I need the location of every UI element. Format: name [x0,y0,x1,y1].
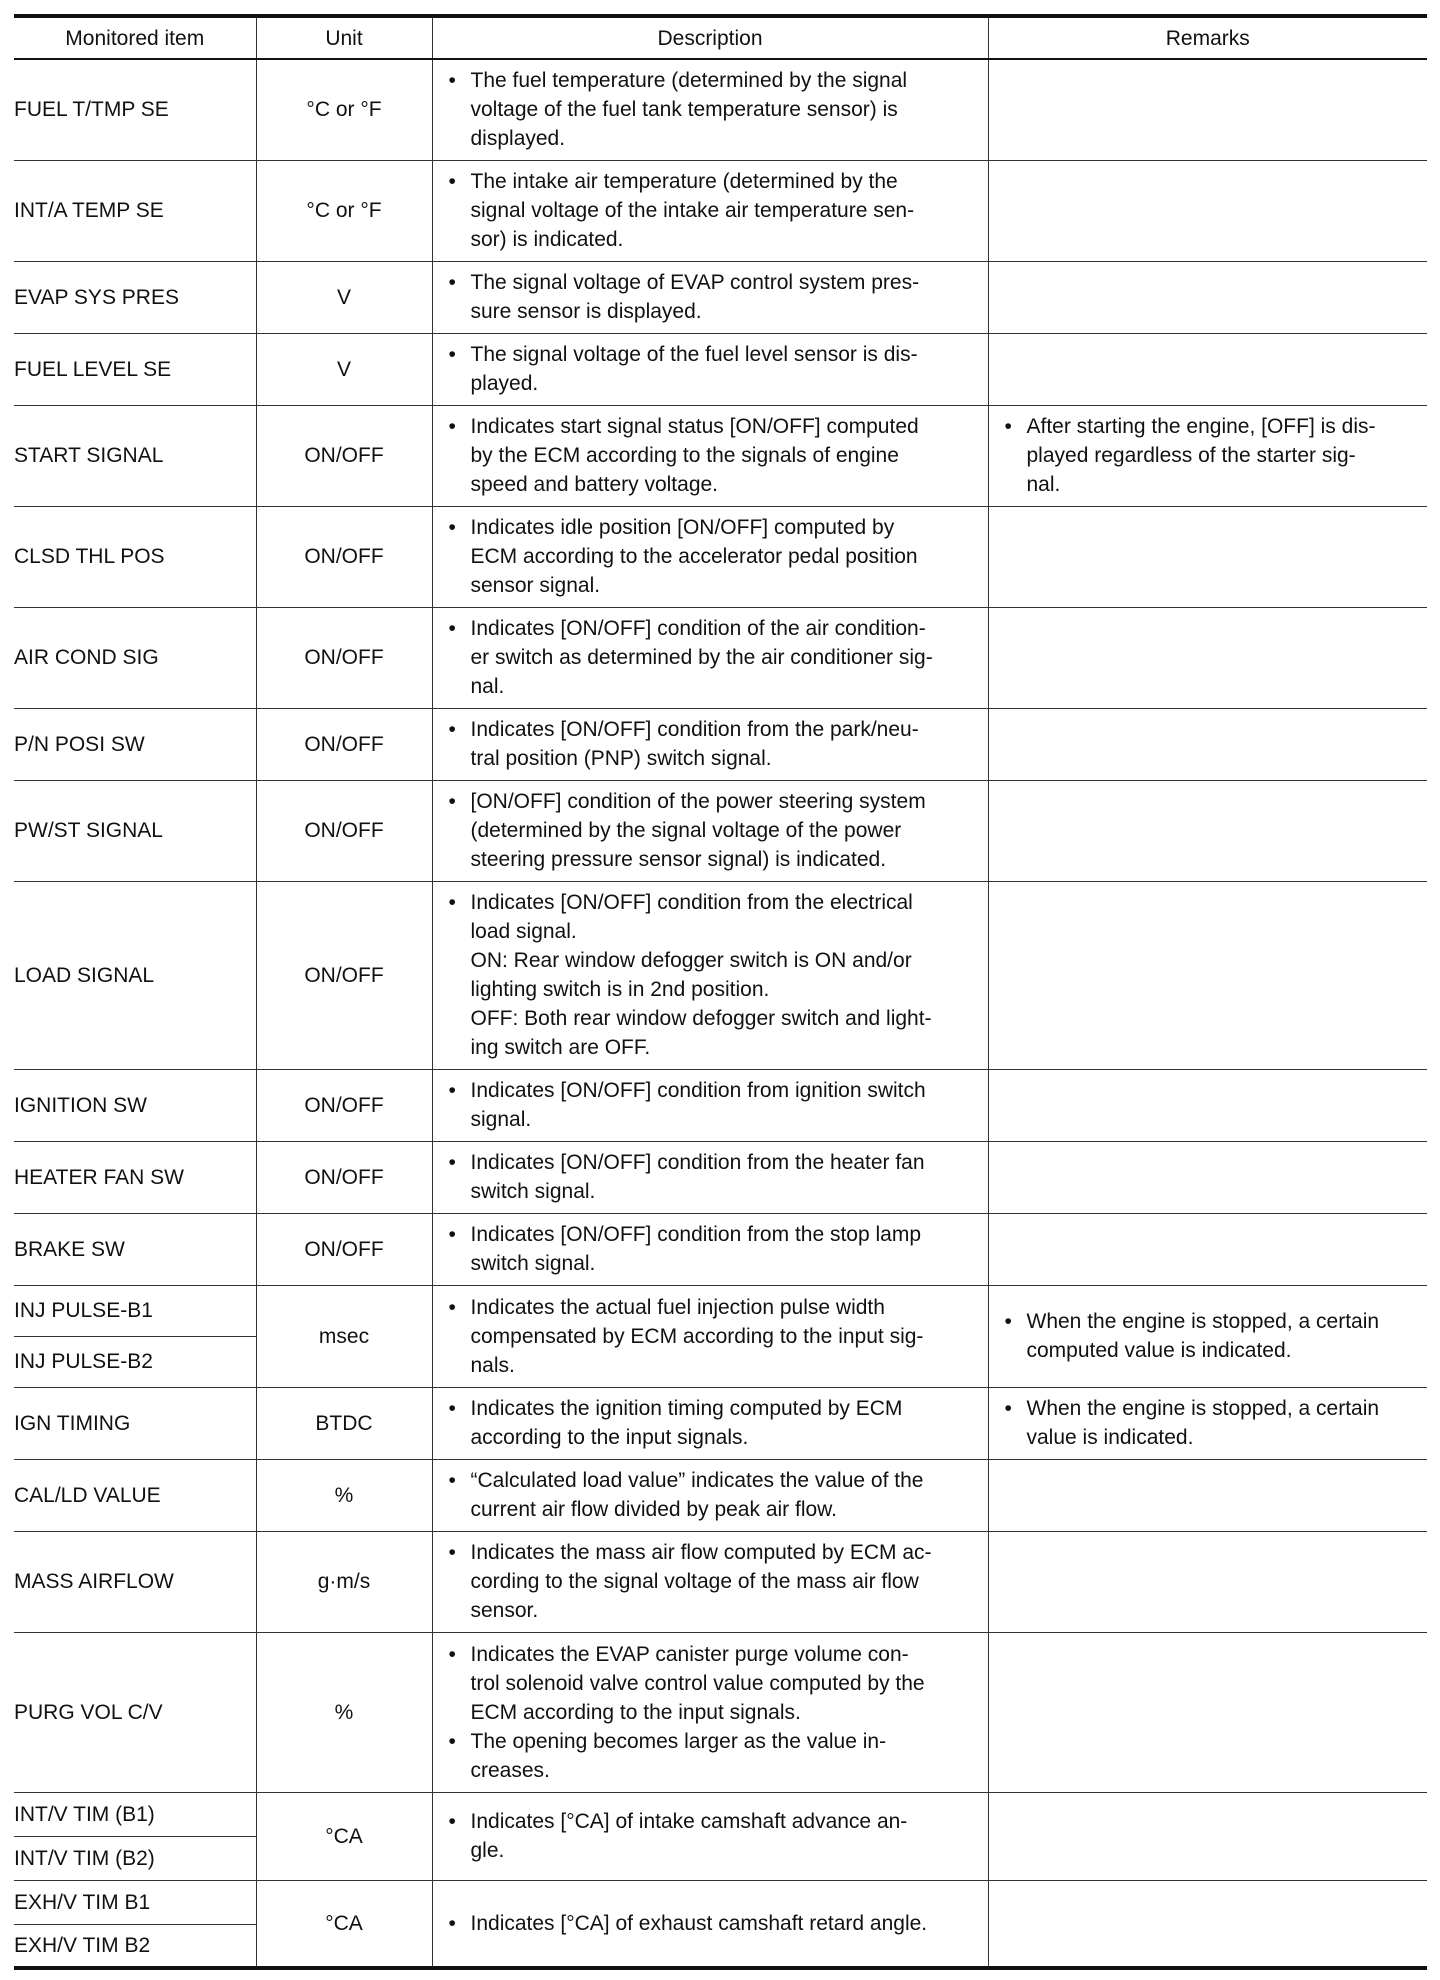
remarks-cell [988,59,1427,160]
monitored-item: FUEL LEVEL SE [14,333,256,405]
text-line: • Indicates the actual fuel injection pulse width [470,1295,885,1319]
bullet-item [433,513,988,600]
text-line: • After starting the engine, [OFF] is dis- [1026,415,1376,438]
bullet-item [433,1640,988,1727]
description-cell [432,59,988,160]
description-cell [432,261,988,333]
text-line: nals. [470,1353,515,1377]
bullet-item [433,412,988,499]
text-line: • Indicates [ON/OFF] condition of the air condition- [470,617,926,640]
bullet-list [433,340,988,398]
text-line: • “Calculated load value” indicates the value of the [470,1469,924,1492]
description-cell [432,881,988,1069]
description-cell [432,607,988,708]
description-cell [432,506,988,607]
text-line: switch signal. [470,1252,596,1275]
description-cell [432,160,988,261]
table-row [14,708,1427,780]
table-row [14,1531,1427,1632]
monitored-item: EXH/V TIM B1 [14,1880,256,1924]
description-cell [432,1213,988,1285]
bullet-list [433,1394,988,1452]
bullet-list [433,1293,988,1380]
text-line: lighting switch is in 2nd position. [470,978,770,1001]
bullet-item [433,1076,988,1134]
remarks-cell [988,1632,1427,1792]
text-line: • Indicates the mass air flow computed by ECM ac- [470,1541,932,1564]
table-row [14,1069,1427,1141]
remarks-cell [988,160,1427,261]
remarks-cell [988,1213,1427,1285]
monitored-item: START SIGNAL [14,405,256,506]
text-line: creases. [470,1758,550,1782]
text-line: according to the input signals. [470,1426,749,1449]
text-line: sensor. [470,1599,539,1622]
remarks-cell [988,607,1427,708]
bullet-item [433,888,988,1062]
text-line: ECM according to the input signals. [470,1700,801,1724]
text-line: • [ON/OFF] condition of the power steering system [470,790,926,813]
bullet-item [433,1293,988,1380]
unit-cell: % [256,1632,432,1792]
remarks-cell [988,405,1427,506]
remarks-cell [988,1880,1427,1968]
description-cell [432,1880,988,1968]
table-row [14,1141,1427,1213]
text-line: nal. [470,675,505,698]
text-line: • Indicates [°CA] of intake camshaft advance an- [470,1810,908,1833]
bullet-list [989,1394,1428,1452]
table-row [14,1213,1427,1285]
monitored-item: HEATER FAN SW [14,1141,256,1213]
bullet-item [433,66,988,153]
monitored-item: P/N POSI SW [14,708,256,780]
header-remarks: Remarks [988,16,1427,59]
unit-cell: ON/OFF [256,405,432,506]
description-cell [432,1632,988,1792]
text-line: compensated by ECM according to the input sig- [470,1324,924,1348]
bullet-item [433,1538,988,1625]
monitored-item: LOAD SIGNAL [14,881,256,1069]
text-line: nal. [1026,473,1061,496]
text-line: cording to the signal voltage of the mass air flow [470,1570,919,1593]
text-line: played. [470,372,539,395]
bullet-item [433,1466,988,1524]
remarks-cell [988,506,1427,607]
monitored-item: FUEL T/TMP SE [14,59,256,160]
description-cell [432,708,988,780]
unit-cell: ON/OFF [256,1213,432,1285]
text-line: switch signal. [470,1180,596,1203]
unit-cell: BTDC [256,1387,432,1459]
table-row [14,59,1427,160]
monitored-item: INT/V TIM (B2) [14,1836,256,1880]
bullet-list [433,167,988,254]
bullet-list [433,614,988,701]
text-line: computed value is indicated. [1026,1339,1292,1362]
bullet-list [433,1538,988,1625]
monitored-item: EXH/V TIM B2 [14,1924,256,1968]
remarks-cell [988,1531,1427,1632]
bullet-item [433,715,988,773]
table-header [14,16,1427,59]
remarks-cell [988,333,1427,405]
header-monitored-item: Monitored item [14,16,256,59]
table-row [14,1459,1427,1531]
text-line: • The signal voltage of the fuel level sensor is dis- [470,343,918,366]
monitored-item: INJ PULSE-B2 [14,1336,256,1387]
table-row [14,1632,1427,1792]
bullet-list [433,1076,988,1134]
text-line: trol solenoid valve control value computed by the [470,1671,925,1695]
unit-cell: V [256,333,432,405]
remarks-cell [988,1285,1427,1387]
monitor-items-table [14,14,1427,1970]
description-cell [432,1069,988,1141]
bullet-item [433,268,988,326]
remarks-cell [988,1792,1427,1880]
description-cell [432,405,988,506]
text-line: • Indicates [ON/OFF] condition from the stop lamp [470,1223,922,1246]
text-line: (determined by the signal voltage of the power [470,819,902,842]
table-row [14,506,1427,607]
bullet-list [433,787,988,874]
bullet-item [433,340,988,398]
unit-cell: ON/OFF [256,1069,432,1141]
text-line: ON: Rear window defogger switch is ON and/or [470,949,912,972]
monitored-item: IGN TIMING [14,1387,256,1459]
monitored-item: AIR COND SIG [14,607,256,708]
description-cell [432,1387,988,1459]
text-line: • The signal voltage of EVAP control system pres- [470,271,920,294]
text-line: • Indicates [ON/OFF] condition from the electrical [470,891,913,914]
text-line: sure sensor is displayed. [470,300,702,323]
text-line: value is indicated. [1026,1426,1194,1449]
unit-cell: ON/OFF [256,506,432,607]
unit-cell: °CA [256,1792,432,1880]
text-line: • When the engine is stopped, a certain [1026,1397,1380,1420]
monitored-item: MASS AIRFLOW [14,1531,256,1632]
remarks-cell [988,708,1427,780]
bullet-list [989,1307,1428,1365]
text-line: tral position (PNP) switch signal. [470,747,772,770]
monitored-item: CLSD THL POS [14,506,256,607]
description-cell [432,1792,988,1880]
bullet-list [433,412,988,499]
unit-cell: ON/OFF [256,780,432,881]
monitored-item: IGNITION SW [14,1069,256,1141]
table-body [14,59,1427,1968]
text-line: • Indicates idle position [ON/OFF] computed by [470,516,895,539]
text-line: steering pressure sensor signal) is indicated. [470,848,887,871]
text-line: • The intake air temperature (determined by the [470,170,898,193]
description-cell [432,1141,988,1213]
text-line: current air flow divided by peak air flow. [470,1498,838,1521]
unit-cell: V [256,261,432,333]
text-line: • Indicates [ON/OFF] condition from the heater fan [470,1151,925,1174]
text-line: by the ECM according to the signals of engine [470,444,899,467]
text-line: speed and battery voltage. [470,473,719,496]
text-line: OFF: Both rear window defogger switch and light- [470,1007,932,1030]
table-row [14,780,1427,881]
text-line: signal voltage of the intake air temperature sen- [470,199,915,222]
bullet-item [433,787,988,874]
unit-cell: ON/OFF [256,607,432,708]
unit-cell: °CA [256,1880,432,1968]
description-cell [432,780,988,881]
bullet-item [989,1307,1428,1365]
table-row [14,160,1427,261]
bullet-list [433,268,988,326]
remarks-cell [988,1387,1427,1459]
text-line: ECM according to the accelerator pedal position [470,545,918,568]
unit-cell: °C or °F [256,59,432,160]
table-row [14,333,1427,405]
description-cell [432,1285,988,1387]
text-line: • The fuel temperature (determined by the signal [470,69,908,93]
bullet-list [433,1220,988,1278]
bullet-item [433,1148,988,1206]
monitored-item: PW/ST SIGNAL [14,780,256,881]
table-row [14,881,1427,1069]
bullet-list [433,888,988,1062]
bullet-list [989,412,1428,499]
remarks-cell [988,1069,1427,1141]
remarks-cell [988,261,1427,333]
monitored-item: PURG VOL C/V [14,1632,256,1792]
text-line: signal. [470,1108,532,1131]
unit-cell: °C or °F [256,160,432,261]
text-line: gle. [470,1839,505,1862]
text-line: played regardless of the starter sig- [1026,444,1356,467]
bullet-list [433,66,988,153]
text-line: • Indicates start signal status [ON/OFF] computed [470,415,919,438]
remarks-cell [988,881,1427,1069]
table-row [14,1792,1427,1836]
remarks-cell [988,780,1427,881]
header-description: Description [432,16,988,59]
text-line: ing switch are OFF. [470,1036,651,1059]
description-cell [432,1531,988,1632]
monitored-item: BRAKE SW [14,1213,256,1285]
bullet-item [433,1909,988,1938]
text-line: displayed. [470,127,566,151]
monitored-item: EVAP SYS PRES [14,261,256,333]
text-line: • Indicates the EVAP canister purge volume con- [470,1642,909,1666]
bullet-list [433,513,988,600]
table-row [14,405,1427,506]
bullet-item [433,1727,988,1785]
text-line: voltage of the fuel tank temperature sensor) is [470,98,898,122]
bullet-item [989,1394,1428,1452]
bullet-item [433,1807,988,1865]
text-line: sensor signal. [470,574,601,597]
unit-cell: ON/OFF [256,1141,432,1213]
bullet-list [433,1148,988,1206]
bullet-list [433,1807,988,1865]
bullet-item [433,167,988,254]
table-row [14,1880,1427,1924]
table-row [14,1387,1427,1459]
bullet-list [433,1909,988,1938]
unit-cell: ON/OFF [256,708,432,780]
monitored-item: CAL/LD VALUE [14,1459,256,1531]
bullet-item [433,1394,988,1452]
text-line: • Indicates [ON/OFF] condition from the park/neu- [470,718,919,741]
header-unit: Unit [256,16,432,59]
table-row [14,261,1427,333]
bullet-item [433,614,988,701]
unit-cell: g·m/s [256,1531,432,1632]
bullet-list [433,715,988,773]
text-line: er switch as determined by the air conditioner sig- [470,646,933,669]
unit-cell: msec [256,1285,432,1387]
table-row [14,1285,1427,1336]
text-line: • Indicates [°CA] of exhaust camshaft retard angle. [470,1911,928,1935]
unit-cell: ON/OFF [256,881,432,1069]
unit-cell: % [256,1459,432,1531]
text-line: load signal. [470,920,577,943]
bullet-item [989,412,1428,499]
remarks-cell [988,1141,1427,1213]
description-cell [432,1459,988,1531]
bullet-list [433,1640,988,1785]
monitored-item: INJ PULSE-B1 [14,1285,256,1336]
text-line: sor) is indicated. [470,228,624,251]
text-line: • Indicates the ignition timing computed by ECM [470,1397,903,1420]
bullet-list [433,1466,988,1524]
table-row [14,607,1427,708]
remarks-cell [988,1459,1427,1531]
text-line: • The opening becomes larger as the value in- [470,1729,887,1753]
description-cell [432,333,988,405]
monitored-item: INT/A TEMP SE [14,160,256,261]
monitored-item: INT/V TIM (B1) [14,1792,256,1836]
bullet-item [433,1220,988,1278]
text-line: • When the engine is stopped, a certain [1026,1310,1380,1333]
text-line: • Indicates [ON/OFF] condition from ignition switch [470,1079,926,1102]
